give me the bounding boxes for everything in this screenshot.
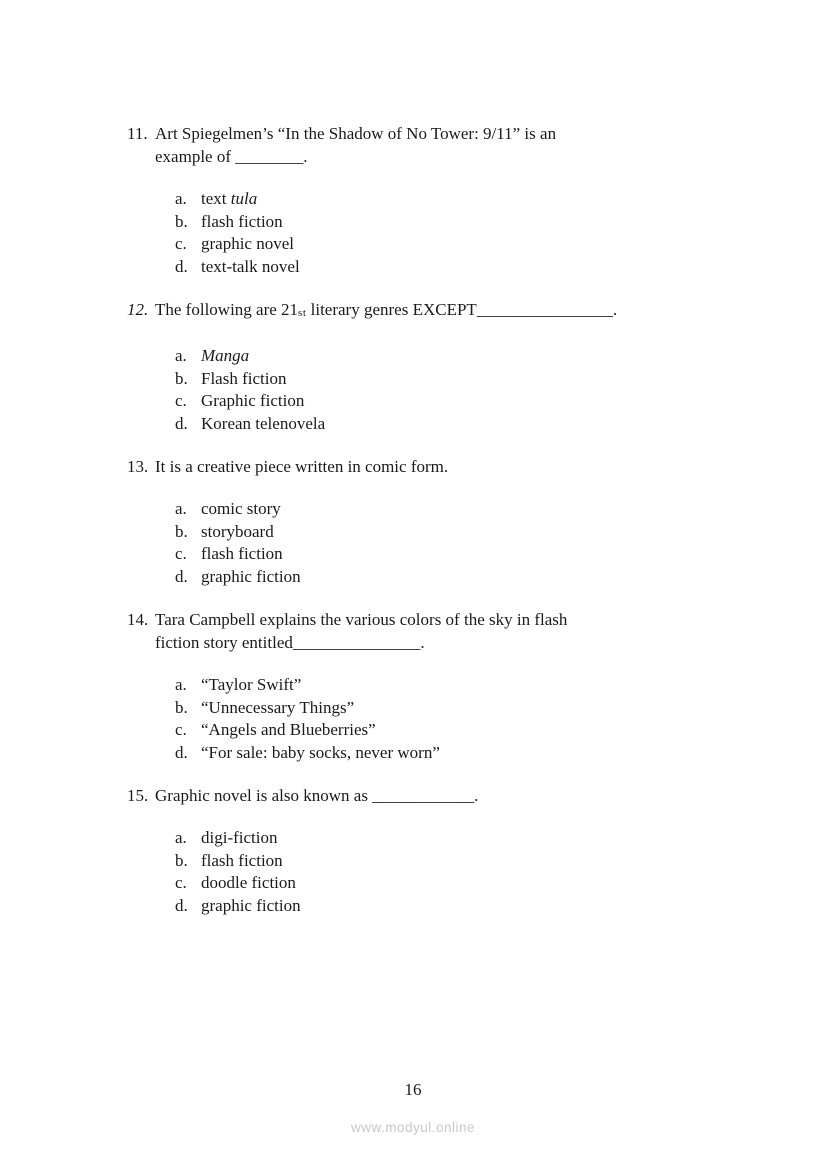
option-text-italic: tula [230, 189, 258, 208]
option [175, 233, 695, 256]
option [175, 390, 695, 413]
question-number: 13. [127, 457, 149, 476]
options-list [175, 827, 695, 917]
question-15 [127, 784, 727, 917]
option-letter: b. [175, 368, 188, 388]
question-body [155, 455, 695, 588]
question-number: 12. [127, 300, 149, 319]
question-text-line: Graphic novel is also known as ____________. [155, 786, 479, 805]
option-letter: c. [175, 544, 187, 563]
option [175, 895, 695, 918]
option-text: graphic novel [201, 234, 294, 253]
option [175, 188, 695, 211]
option-text: “Taylor Swift” [201, 675, 302, 694]
question-13 [127, 455, 727, 588]
options-list [175, 674, 695, 764]
option-text: “For sale: baby socks, never worn” [201, 742, 440, 762]
option-text: Flash fiction [201, 368, 287, 388]
options-list [175, 345, 695, 435]
option-letter: a. [175, 828, 187, 847]
option-letter: c. [175, 873, 187, 892]
option [175, 543, 695, 566]
question-text-line [155, 298, 695, 325]
option-text: flash fiction [201, 544, 283, 563]
option-letter: a. [175, 189, 187, 208]
option-letter: d. [175, 413, 188, 433]
option-text: Korean telenovela [201, 413, 326, 433]
option-text-italic: Manga [201, 346, 250, 365]
option-text: graphic fiction [201, 895, 301, 915]
option [175, 872, 695, 895]
option [175, 719, 695, 742]
option [175, 345, 695, 368]
option-letter: a. [175, 346, 187, 365]
option-text: digi-fiction [201, 828, 278, 847]
option [175, 521, 695, 544]
option-text: storyboard [201, 521, 274, 541]
options-list [175, 498, 695, 588]
option-letter: b. [175, 697, 188, 717]
option [175, 742, 695, 765]
option-text: Graphic fiction [201, 391, 305, 410]
option-text: graphic fiction [201, 566, 301, 586]
question-text-line: It is a creative piece written in comic form. [155, 457, 449, 476]
question-body [155, 608, 695, 764]
option-letter: d. [175, 742, 188, 762]
option [175, 674, 695, 697]
questions-section [127, 122, 727, 937]
option [175, 498, 695, 521]
question-number: 11. [127, 124, 148, 143]
option-text: flash fiction [201, 211, 283, 231]
question-body [155, 122, 695, 278]
option-letter: d. [175, 895, 188, 915]
option-letter: b. [175, 521, 188, 541]
option-letter: c. [175, 720, 187, 739]
option-text: comic story [201, 499, 281, 518]
option-letter: b. [175, 850, 188, 870]
option [175, 827, 695, 850]
question-text-line: Tara Campbell explains the various colors of the sky in flash [155, 610, 568, 629]
question-body [155, 784, 695, 917]
option-text: “Angels and Blueberries” [201, 720, 376, 739]
question-number: 14. [127, 610, 149, 629]
question-11 [127, 122, 727, 278]
option-letter: a. [175, 675, 187, 694]
option [175, 566, 695, 589]
option-letter: b. [175, 211, 188, 231]
option-letter: d. [175, 566, 188, 586]
question-text: literary genres EXCEPT________________. [306, 300, 618, 319]
question-text-line: Art Spiegelmen’s “In the Shadow of No Tower: 9/11” is an [155, 124, 557, 143]
option [175, 211, 695, 234]
option-text: “Unnecessary Things” [201, 697, 355, 717]
question-12 [127, 298, 727, 435]
option-letter: c. [175, 391, 187, 410]
option-letter: d. [175, 256, 188, 276]
ordinal-suffix: st [298, 307, 307, 319]
question-text-line: example of ________. [155, 147, 308, 166]
option-letter: c. [175, 234, 187, 253]
question-14 [127, 608, 727, 764]
question-body [155, 298, 695, 435]
option-text: text [201, 189, 231, 208]
option [175, 413, 695, 436]
question-text: The following are 21 [155, 300, 299, 319]
option [175, 850, 695, 873]
options-list [175, 188, 695, 278]
option-text: doodle fiction [201, 873, 296, 892]
option [175, 256, 695, 279]
option [175, 368, 695, 391]
option [175, 697, 695, 720]
question-text-line: fiction story entitled_______________. [155, 633, 425, 652]
option-text: flash fiction [201, 850, 283, 870]
question-number: 15. [127, 786, 149, 805]
option-text: text-talk novel [201, 256, 300, 276]
watermark: www.modyul.online [350, 1120, 476, 1135]
option-letter: a. [175, 499, 187, 518]
page-number: 16 [404, 1080, 422, 1099]
